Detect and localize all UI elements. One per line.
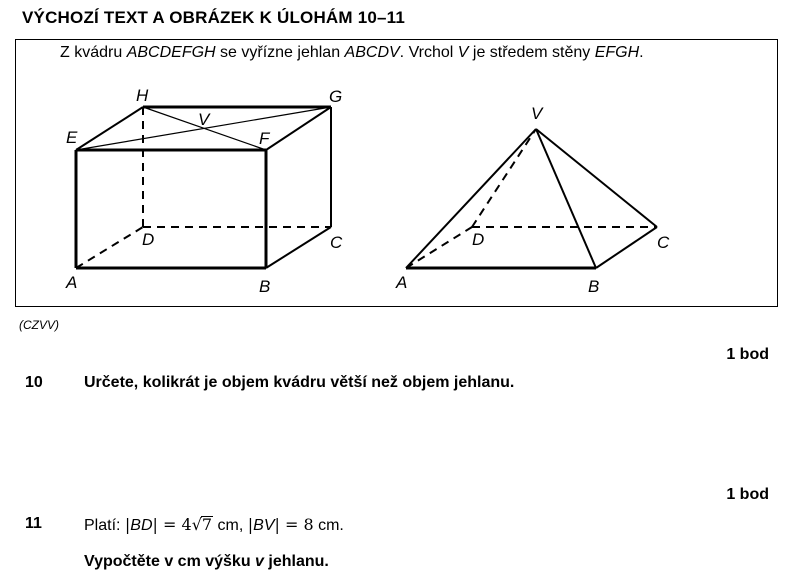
- cuboid-edge: [266, 227, 331, 268]
- q11-unit-2: cm.: [313, 517, 344, 534]
- source-note: (CZVV): [19, 318, 59, 332]
- section-title: VÝCHOZÍ TEXT A OBRÁZEK K ÚLOHÁM 10–11: [22, 8, 406, 27]
- q11-lead: Platí:: [84, 517, 125, 534]
- sqrt-radicand: 7: [201, 515, 213, 534]
- q10-number: 10: [25, 374, 43, 391]
- vertex-label-h: H: [136, 86, 149, 105]
- q11-task-part: jehlanu.: [263, 553, 329, 570]
- vertex-label-a: A: [396, 273, 408, 292]
- intro-text-part: Z kvádru: [60, 44, 127, 61]
- pyramid-edge: [536, 129, 657, 227]
- pyramid-name: ABCDV: [344, 44, 400, 61]
- q10-points: 1 bod: [726, 346, 769, 363]
- pyramid-edge: [406, 129, 536, 268]
- vertex-label-c: C: [657, 233, 670, 252]
- cuboid-figure: [76, 107, 331, 268]
- vertex-label-b: B: [259, 277, 271, 296]
- abs-bar: |: [274, 515, 280, 534]
- cuboid-labels: [65, 86, 343, 296]
- intro-text-part: se vyřízne jehlan: [215, 44, 345, 61]
- q11-task: [84, 553, 329, 571]
- cuboid-edge: [266, 107, 331, 150]
- cuboid-name: ABCDEFGH: [126, 44, 216, 61]
- sqrt-symbol: √: [191, 515, 202, 534]
- vertex-label-b: B: [588, 277, 600, 296]
- q11-equals-1: = 4: [157, 515, 192, 534]
- q11-points: 1 bod: [726, 486, 769, 503]
- pyramid-hidden-edge: [472, 129, 536, 227]
- q11-equals-2: = 8: [279, 515, 314, 534]
- q11-number: 11: [25, 515, 42, 532]
- pyramid-figure: [406, 129, 657, 268]
- vertex-name: V: [457, 44, 469, 61]
- abs-bar: |: [124, 515, 131, 534]
- vertex-label-d: D: [472, 230, 485, 249]
- intro-text-part: je středem stěny: [468, 44, 595, 61]
- vertex-label-c: C: [330, 233, 343, 252]
- segment-bv: BV: [253, 517, 275, 534]
- q11-task-part: Vypočtěte v cm výšku: [84, 553, 256, 570]
- q10-text: Určete, kolikrát je objem kvádru větší než objem jehlanu.: [84, 374, 515, 391]
- cuboid-hidden-edge: [76, 227, 143, 268]
- pyramid-edge: [536, 129, 596, 268]
- intro-text-part: . Vrchol: [399, 44, 458, 61]
- vertex-label-f: F: [259, 129, 270, 148]
- face-name: EFGH: [594, 44, 640, 61]
- q11-unit-1: cm,: [213, 517, 248, 534]
- abs-bar: |: [247, 515, 254, 534]
- height-variable: v: [255, 553, 264, 570]
- segment-bd: BD: [130, 517, 153, 534]
- vertex-label-e: E: [66, 128, 78, 147]
- cuboid-edge: [76, 107, 143, 150]
- intro-text-part: .: [639, 44, 644, 61]
- vertex-label-a: A: [66, 273, 78, 292]
- q11-given: [84, 515, 344, 535]
- vertex-label-v: V: [198, 110, 210, 129]
- abs-bar: |: [152, 515, 158, 534]
- pyramid-edge: [596, 227, 657, 268]
- vertex-label-g: G: [329, 87, 343, 106]
- vertex-label-d: D: [142, 230, 155, 249]
- vertex-label-v: V: [531, 104, 543, 123]
